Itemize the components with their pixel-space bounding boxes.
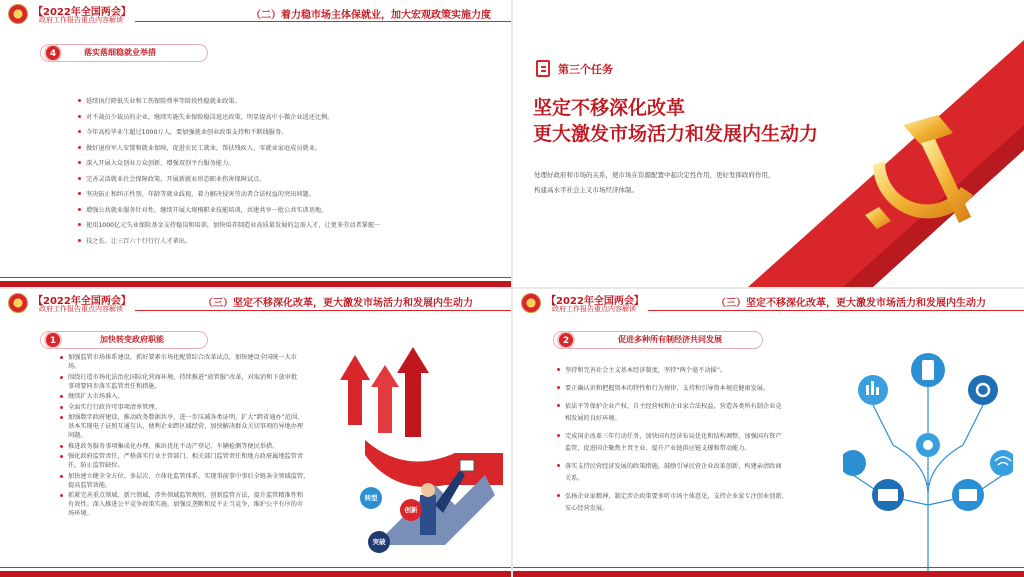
section-label: 加快转变政府职能 [100, 335, 164, 344]
bullet-dot [60, 406, 63, 409]
national-emblem-icon [8, 4, 28, 24]
slide-title-line2: 更大激发市场活力和发展内生动力 [533, 123, 819, 145]
bullet-list [78, 96, 478, 251]
list-item [60, 403, 360, 412]
list-item-line: 要正确认识和把握资本的特性和行为规律，支持和引导资本规范健康发展。 [565, 385, 770, 392]
bullet-dot [557, 434, 560, 437]
header-subtitle: 政府工作报告重点内容解读 [552, 305, 636, 313]
list-item-line: 任，防止监管缺位。 [68, 462, 124, 469]
bullet-dot [557, 494, 560, 497]
list-item: 增强公共就业服务针对性，继续开展大规模职业技能培训，共建共享一批公共实训基地。 [78, 205, 478, 221]
section-number: 2 [557, 331, 575, 349]
slide-header [0, 289, 511, 317]
header-event: 【2022年全国两会】 [546, 296, 644, 307]
list-item: 做好退役军人安置和就业保障，促进农民工就业，帮扶残疾人、零就业家庭成员就业。 [78, 143, 478, 159]
footer-bar [513, 571, 1024, 577]
list-item: 使用1000亿元失业保险基金支持稳岗和培训，加快培养制造业高质量发展的急需人才，让更多劳动者掌握一 [78, 220, 478, 236]
slide-header [513, 289, 1024, 317]
bullet-dot [557, 368, 560, 371]
list-item: 深入开展大众创业万众创新，增强双创平台服务能力。 [78, 158, 478, 174]
list-item-line: 相发展的良好环境。 [565, 415, 621, 422]
list-item-line: 依法平等保护企业产权、自主经营权和企业家合法权益，营造各类所有制企业竞 [565, 403, 782, 410]
list-item-line: 推进政务服务事项集成化办理，推出优化不动产登记、车辆检测等便民举措。 [68, 442, 279, 450]
list-item: 坚决防止和纠正性别、年龄等就业歧视，着力解决侵害劳动者合法权益的突出问题。 [78, 189, 478, 205]
section-label: 落实落细稳就业举措 [84, 48, 156, 57]
bullet-dot [60, 395, 63, 398]
list-item-line: 加强监管市场体系建设，抓好要素市场化配置综合改革试点，加快建设全国统一大市 [68, 354, 297, 361]
list-item [557, 491, 837, 515]
bullet-dot [557, 464, 560, 467]
list-item-line: 安心经营发展。 [565, 505, 609, 512]
list-item-line: 抓紧完善重点领域、新兴领域、涉外领域监管规则，创新监管方法，提升监管精准性和 [68, 492, 304, 499]
list-item-line: 监管，促进国企聚焦主责主业、提升产业链供应链支撑和带动能力。 [565, 445, 751, 452]
header-event: 【2022年全国两会】 [33, 7, 131, 18]
bubble-breakthrough: 突破 [368, 531, 390, 553]
list-item-line: 事项要同步落实监管责任和措施。 [68, 382, 161, 390]
list-item-line: 强化政府监管责任，严格落实行业主管部门、相关部门监管责任和地方政府属地监管责 [68, 453, 304, 460]
list-item-line: 全面实行行政许可事项清单管理。 [68, 403, 161, 411]
list-item [60, 392, 360, 401]
bullet-dot [557, 386, 560, 389]
slide-2[interactable] [513, 0, 1024, 287]
slide-1[interactable] [0, 0, 511, 287]
list-item-line: 弘扬企业家精神，制定涉企政策要多听市场主体意见，支持企业家专注创业创新、 [565, 493, 788, 500]
list-item [557, 365, 837, 377]
list-item-line: 继续扩大市场准入。 [68, 393, 124, 400]
bubble-innovation: 创新 [400, 499, 422, 521]
section-number: 4 [44, 44, 62, 62]
slide-header [0, 0, 511, 28]
national-emblem-icon [521, 293, 541, 313]
bullet-dot [60, 356, 63, 359]
list-item [60, 353, 360, 371]
bullet-dot [60, 455, 63, 458]
section-label: 促进多种所有制经济共同发展 [618, 335, 722, 344]
slide-title-line1: 坚定不移深化改革 [533, 97, 686, 119]
list-item-line: 问题。 [68, 432, 87, 439]
list-item [557, 431, 837, 455]
header-subtitle: 政府工作报告重点内容解读 [39, 305, 123, 313]
slide-4[interactable] [513, 289, 1024, 577]
list-item-line: 坚持和完善社会主义基本经济制度，坚持“两个毫不动摇”。 [565, 367, 727, 374]
list-item: 今年高校毕业生超过1000万人，要加强就业创业政策支持和不断线服务。 [78, 127, 478, 143]
list-item [557, 461, 837, 485]
header-title: （二）着力稳市场主体保就业，加大宏观政策实施力度 [251, 10, 491, 21]
bullet-dot [60, 494, 63, 497]
header-subtitle: 政府工作报告重点内容解读 [39, 16, 123, 24]
header-title: （三）坚定不移深化改革，更大激发市场活力和发展内生动力 [716, 298, 986, 309]
list-item-line: 场环境。 [68, 510, 93, 517]
bullet-dot [60, 445, 63, 448]
header-event: 【2022年全国两会】 [33, 296, 131, 307]
footer-bar [0, 571, 511, 577]
footer-bar [0, 281, 511, 287]
list-item-line: 场。 [68, 363, 81, 370]
bullet-dot [60, 376, 63, 379]
list-item [60, 442, 360, 451]
bullet-dot [557, 404, 560, 407]
bullet-dot [60, 475, 63, 478]
list-item-line: 加快建立健全全方位、多层次、立体化监管体系，实现事前事中事后全链条全领域监管， [68, 472, 310, 480]
list-item [557, 401, 837, 425]
bullet-list [60, 353, 360, 520]
section-number: 1 [44, 331, 62, 349]
list-item-line: 提高监管效能。 [68, 481, 112, 489]
list-item [60, 452, 360, 470]
bullet-list [557, 365, 837, 521]
list-item: 完善灵活就业社会保障政策，开展新就业形态职业伤害保障试点。 [78, 174, 478, 190]
bubble-transform: 转型 [360, 487, 382, 509]
clipboard-icon [536, 60, 550, 77]
tech-tree-illustration [843, 345, 1013, 575]
description-line1: 处理好政府和市场的关系，使市场在资源配置中起决定性作用，更好发挥政府作用， [534, 171, 775, 179]
list-item-line: 有效性。深入推进公平竞争政策实施，加强反垄断和反不正当竞争，维护公平有序的市 [68, 501, 304, 508]
list-item: 对不裁员少裁员的企业，继续实施失业保险稳岗返还政策，明显提高中小微企业返还比例。 [78, 112, 478, 128]
header-title: （三）坚定不移深化改革，更大激发市场活力和发展内生动力 [203, 298, 473, 309]
national-emblem-icon [8, 293, 28, 313]
growth-arrows-illustration [335, 345, 505, 565]
description-line2: 构建高水平社会主义市场经济体制。 [534, 186, 638, 194]
list-item [60, 373, 360, 391]
task-label: 第三个任务 [558, 63, 613, 76]
list-item-line: 加强数字政府建设，推动政务数据共享，进一步压减各类证明，扩大“跨省通办”范围， [68, 414, 304, 421]
list-item-line: 围绕打造市场化法治化国际化营商环境，持续推进“放管服”改革，对取消和下放审批 [68, 373, 298, 381]
list-item: 延续执行降低失业和工伤保险费率等阶段性稳就业政策。 [78, 96, 478, 112]
list-item [60, 413, 360, 440]
list-item-continuation: 技之长、让三百六十行行行人才辈出。 [78, 236, 478, 252]
list-item [557, 383, 837, 395]
list-item [60, 491, 360, 518]
list-item [60, 472, 360, 490]
hammer-sickle-icon [843, 95, 1003, 245]
slide-3[interactable] [0, 289, 511, 577]
bullet-dot [60, 416, 63, 419]
list-item-line: 基本实现电子证照互通互认，便利企业跨区域经营，加快解决群众关切事项的异地办理 [68, 423, 304, 430]
list-item-line: 落实支持民营经济发展的政策措施，鼓励引导民营企业改革创新，构建亲清政商 [565, 463, 782, 470]
list-item-line: 关系。 [565, 475, 584, 482]
list-item-line: 完成国企改革三年行动任务，加快国有经济布局优化和结构调整，加强国有资产 [565, 433, 782, 440]
